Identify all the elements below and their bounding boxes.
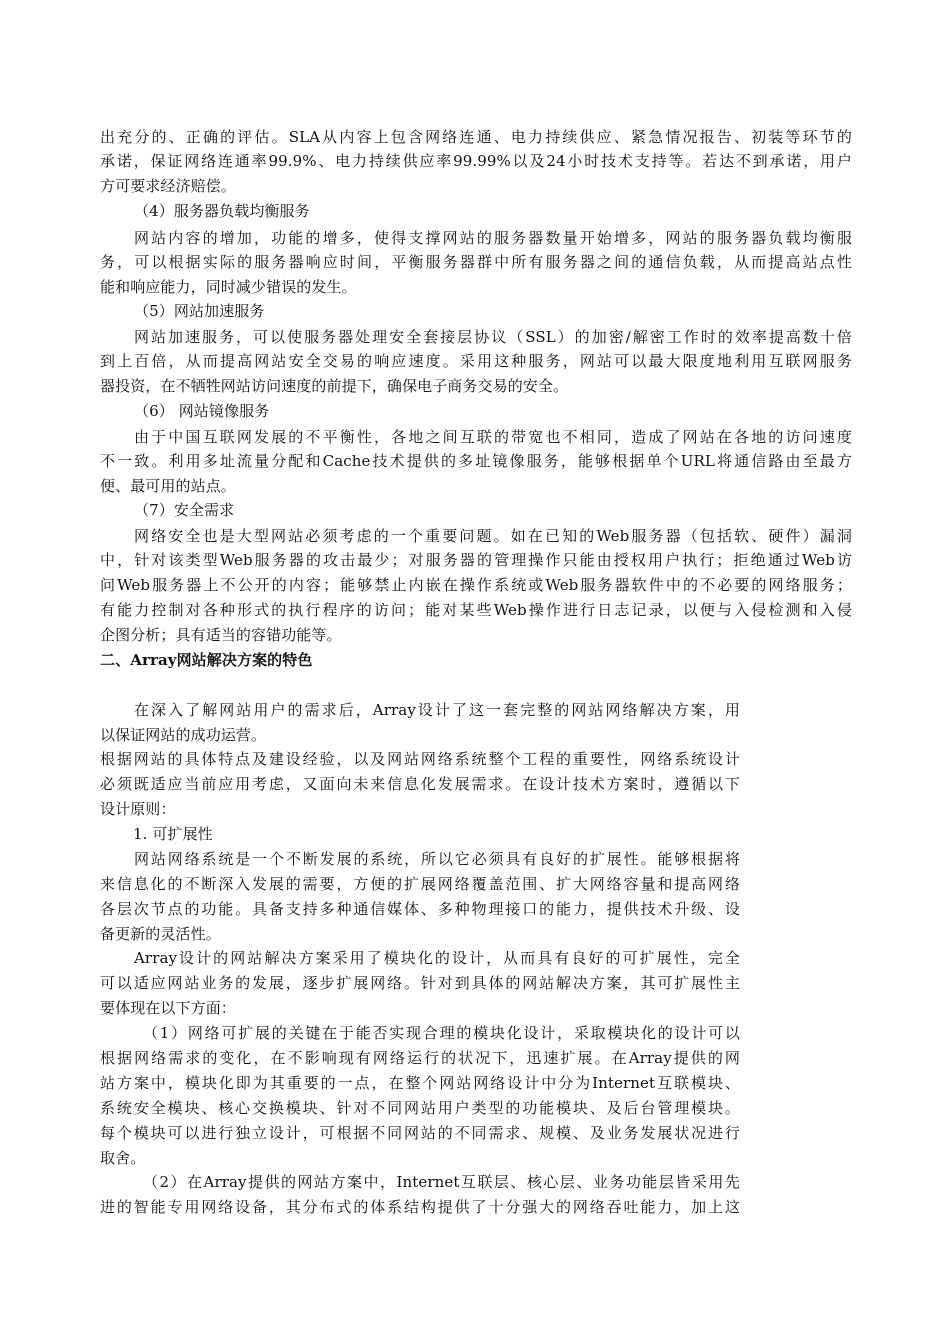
subheading: （5）网站加速服务 — [134, 302, 265, 320]
paragraph-line: 要体现在以下方面： — [100, 999, 236, 1017]
paragraph-line: （2）在Array提供的网站方案中，Internet互联层、核心层、业务功能层皆采用先 — [143, 1173, 740, 1191]
subheading: （6） 网站镜像服务 — [134, 402, 270, 420]
paragraph-line: 每个模块可以进行独立设计，可根据不同网站的不同需求、规模、及业务发展状况进行 — [100, 1124, 740, 1142]
paragraph-line: 来信息化的不断深入发展的需要，方便的扩展网络覆盖范围、扩大网络容量和提高网络 — [100, 875, 740, 893]
paragraph-line: 在深入了解网站用户的需求后，Array设计了这一套完整的网站网络解决方案，用 — [134, 701, 740, 719]
paragraph-line: 出充分的、正确的评估。SLA从内容上包含网络连通、电力持续供应、紧急情况报告、初装等环节的 — [100, 128, 852, 146]
paragraph-line: 可以适应网站业务的发展，逐步扩展网络。针对到具体的网站解决方案，其可扩展性主 — [100, 974, 740, 992]
paragraph-line: 由于中国互联网发展的不平衡性，各地之间互联的带宽也不相同，造成了网站在各地的访问速度 — [134, 428, 852, 446]
paragraph-line: 务，可以根据实际的服务器响应时间，平衡服务器群中所有服务器之间的通信负载，从而提高站点性 — [100, 253, 852, 271]
paragraph-line: 中，针对该类型Web服务器的攻击最少；对服务器的管理操作只能由授权用户执行；拒绝通过Web访 — [100, 551, 852, 569]
paragraph-line: 根据网络需求的变化，在不影响现有网络运行的状况下，迅速扩展。在Array提供的网 — [100, 1049, 740, 1067]
paragraph-line: 网站加速服务，可以使服务器处理安全套接层协议（SSL）的加密/解密工作时的效率提高数十倍 — [134, 328, 852, 346]
paragraph-line: 设计原则： — [100, 800, 176, 818]
paragraph-line: 有能力控制对各种形式的执行程序的访问；能对某些Web操作进行日志记录，以便与入侵检测和入侵 — [100, 601, 852, 619]
list-heading: 1. 可扩展性 — [133, 825, 213, 843]
paragraph-line: 到上百倍，从而提高网站安全交易的响应速度。采用这种服务，网站可以最大限度地利用互联网服务 — [100, 352, 852, 370]
paragraph-line: Array设计的网站解决方案采用了模块化的设计，从而具有良好的可扩展性，完全 — [134, 949, 740, 967]
paragraph-line: 各层次节点的功能。具备支持多种通信媒体、多种物理接口的能力，提供技术升级、设 — [100, 900, 740, 918]
paragraph-line: 站方案中，模块化即为其重要的一点，在整个网站网络设计中分为Internet互联模块、 — [100, 1074, 740, 1092]
paragraph-line: 网站网络系统是一个不断发展的系统，所以它必须具有良好的扩展性。能够根据将 — [134, 850, 740, 868]
paragraph-line: 问Web服务器上不公开的内容；能够禁止内嵌在操作系统或Web服务器软件中的不必要的网络服务； — [100, 576, 852, 594]
paragraph-line: 器投资，在不牺牲网站访问速度的前提下，确保电子商务交易的安全。 — [100, 377, 569, 395]
paragraph-line: 承诺，保证网络连通率99.9%、电力持续供应率99.99%以及24小时技术支持等。若达不到承诺，用户 — [100, 152, 852, 170]
paragraph-line: 进的智能专用网络设备，其分布式的体系结构提供了十分强大的网络吞吐能力，加上这 — [100, 1198, 740, 1216]
paragraph-line: 不一致。利用多址流量分配和Cache技术提供的多址镜像服务，能够根据单个URL将通信路由至最方 — [100, 452, 852, 470]
paragraph-line: 取舍。 — [100, 1149, 146, 1167]
paragraph-line: 便、最可用的站点。 — [100, 477, 236, 495]
paragraph-line: 根据网站的具体特点及建设经验，以及网站网络系统整个工程的重要性，网络系统设计 — [100, 750, 740, 768]
paragraph-line: 方可要求经济赔偿。 — [100, 177, 236, 195]
paragraph-line: 网络安全也是大型网站必须考虑的一个重要问题。如在已知的Web服务器（包括软、硬件）漏洞 — [134, 527, 852, 545]
paragraph-line: 以保证网站的成功运营。 — [100, 726, 267, 744]
paragraph-line: （1）网络可扩展的关键在于能否实现合理的模块化设计，采取模块化的设计可以 — [143, 1024, 740, 1042]
subheading: （7）安全需求 — [134, 501, 235, 519]
section-heading: 二、Array网站解决方案的特色 — [100, 651, 313, 669]
paragraph-line: 系统安全模块、核心交换模块、针对不同网站用户类型的功能模块、及后台管理模块。 — [100, 1099, 740, 1117]
paragraph-line: 备更新的灵活性。 — [100, 925, 221, 943]
paragraph-line: 企图分析；具有适当的容错功能等。 — [100, 626, 342, 644]
subheading: （4）服务器负载均衡服务 — [134, 202, 310, 220]
paragraph-line: 网站内容的增加，功能的增多，使得支撑网站的服务器数量开始增多，网站的服务器负载均衡服 — [134, 229, 852, 247]
paragraph-line: 能和响应能力，同时减少错误的发生。 — [100, 278, 357, 296]
paragraph-line: 必须既适应当前应用考虑，又面向未来信息化发展需求。在设计技术方案时，遵循以下 — [100, 775, 740, 793]
